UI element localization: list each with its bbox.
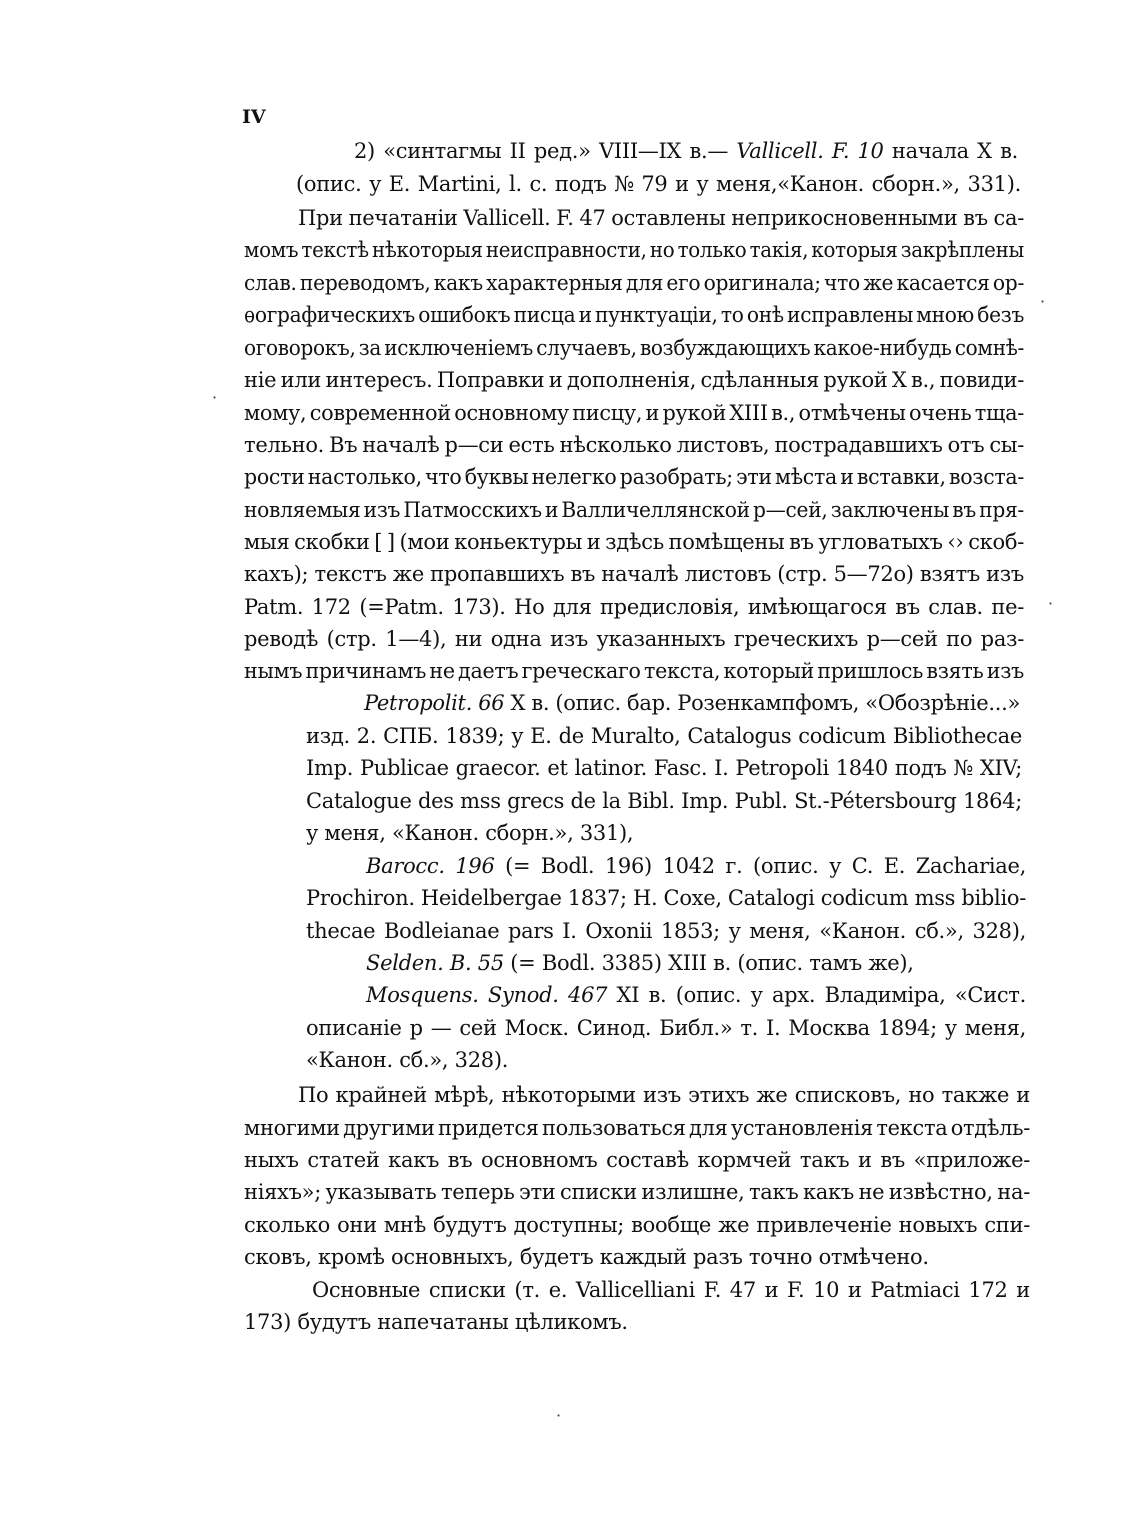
margin-mark: · [556,1406,562,1425]
text-line [244,462,1024,492]
text-line [354,136,1018,166]
text-segment: 2) «синтагмы II ред.» VIII—IX в.— [354,139,737,163]
text-segment: X в. (опис. бар. Розенкампфомъ, «Обозрѣніе...» [504,691,1020,715]
text-line [244,268,1024,298]
text-line [244,1210,1030,1240]
text-line [296,169,1021,199]
manuscript-siglum: Barocc. 196 [366,854,495,878]
text-segment: По крайней мѣрѣ, нѣкоторыми изъ этихъ же списковъ, но также и [298,1083,1030,1107]
text-segment: начала X в. [883,139,1018,163]
text-line [306,721,1022,751]
text-segment: 173) будутъ напечатаны цѣликомъ. [244,1310,628,1334]
text-segment: ніе или интересъ. Поправки и дополненія, сдѣланныя рукой X в., повиди- [244,368,1024,392]
text-line [244,527,1024,557]
text-segment: Prochiron. Heidelbergae 1837; H. Coxe, Catalogi codicum mss biblio- [306,886,1026,910]
text-line [244,1177,1030,1207]
text-line [306,1045,508,1075]
text-line [306,753,1022,783]
text-segment: thecae Bodleianae pars I. Oxonii 1853; у меня, «Канон. сб.», 328), [306,919,1026,943]
text-line [244,656,1024,686]
text-line [306,1013,1026,1043]
margin-mark: · [1040,292,1046,311]
text-line [364,688,1020,718]
margin-mark: · [212,388,218,407]
text-segment: реводѣ (стр. 1—4), ни одна изъ указанныхъ греческихъ р—сей по раз- [244,627,1024,651]
text-segment: мому, современной основному писцу, и рукой XIII в., отмѣчены очень тща- [244,401,1024,425]
text-line [244,1145,1030,1175]
manuscript-siglum: Petropolit. 66 [364,691,505,715]
manuscript-siglum: Vallicell. F. 10 [736,139,884,163]
text-line [244,398,1024,428]
text-line [366,851,1026,881]
text-segment: Patm. 172 (=Patm. 173). Но для предисловія, имѣющагося въ слав. пе- [244,595,1024,619]
text-segment: кахъ); текстъ же пропавшихъ въ началѣ листовъ (стр. 5—72о) взятъ изъ [244,562,1024,586]
text-line [244,300,1024,330]
text-segment: у меня, «Канон. сборн.», 331), [306,821,634,845]
text-line [244,495,1024,525]
text-line [366,948,914,978]
text-segment: описаніе р — сей Моск. Синод. Библ.» т. I. Москва 1894; у меня, [306,1016,1026,1040]
text-line [306,818,633,848]
text-segment: «Канон. сб.», 328). [306,1048,509,1072]
text-segment: рости настолько, что буквы нелегко разобрать; эти мѣста и вставки, возста- [244,465,1025,489]
text-segment: оговорокъ, за исключеніемъ случаевъ, возбуждающихъ какое-нибудь сомнѣ- [244,336,1025,360]
text-line [366,980,1026,1010]
text-segment: новляемыя изъ Патмосскихъ и Валличеллянской р—сей, заключены въ пря- [244,498,1024,522]
text-segment: сковъ, кромѣ основныхъ, будетъ каждый разъ точно отмѣчено. [244,1245,929,1269]
text-line [306,916,1026,946]
text-segment: (= Bodl. 196) 1042 г. (опис. у C. E. Zachariae, [494,854,1026,878]
text-line [244,430,1024,460]
text-segment: тельно. Въ началѣ р—си есть нѣсколько листовъ, пострадавшихъ отъ сы- [244,433,1024,457]
text-segment: изд. 2. СПБ. 1839; у E. de Muralto, Catalogus codicum Bibliothecae [306,724,1022,748]
text-segment: сколько они мнѣ будутъ доступны; вообще же привлеченіе новыхъ спи- [244,1213,1030,1237]
text-line [244,235,1024,265]
text-line [298,1080,1030,1110]
margin-mark: · [1048,594,1054,613]
text-segment: ныхъ статей какъ въ основномъ составѣ кормчей такъ и въ «приложе- [244,1148,1030,1172]
text-line [244,624,1024,654]
page-number: IV [242,106,266,128]
text-segment: Imp. Publicae graecor. et latinor. Fasc. I. Petropoli 1840 подъ № XIV; [306,756,1022,780]
text-line [306,883,1026,913]
text-segment: Основные списки (т. е. Vallicelliani F. 47 и F. 10 и Patmiaci 172 и [312,1278,1030,1302]
text-segment: (= Bodl. 3385) XIII в. (опис. тамъ же), [503,951,914,975]
text-line [306,786,1022,816]
text-segment: нымъ причинамъ не даетъ греческаго текста, который пришлось взять изъ [244,659,1024,683]
text-segment: XI в. (опис. у арх. Владиміра, «Сист. [607,983,1026,1007]
text-line [244,592,1024,622]
text-line [244,365,1024,395]
text-line [312,1275,1030,1305]
text-segment: момъ текстѣ нѣкоторыя неисправности, но только такія, которыя закрѣплены [244,238,1025,262]
text-segment: При печатаніи Vallicell. F. 47 оставлены неприкосновенными въ са- [298,206,1024,230]
manuscript-siglum: Selden. B. 55 [366,951,504,975]
text-segment: слав. переводомъ, какъ характерныя для его оригинала; что же касается ор- [244,271,1025,295]
text-line [244,559,1024,589]
text-line [244,1307,628,1337]
text-line [244,1113,1030,1143]
text-segment: ѳографическихъ ошибокъ писца и пунктуаціи, то онѣ исправлены мною безъ [244,303,1025,327]
text-segment: ніяхъ»; указывать теперь эти списки излишне, такъ какъ не извѣстно, на- [244,1180,1030,1204]
manuscript-siglum: Mosquens. Synod. 467 [366,983,608,1007]
text-segment: Catalogue des mss grecs de la Bibl. Imp. Publ. St.-Pétersbourg 1864; [306,789,1022,813]
text-segment: (опис. у E. Martini, l. c. подъ № 79 и у меня,«Канон. сборн.», 331). [296,172,1021,196]
text-line [244,1242,929,1272]
text-segment: многими другими придется пользоваться для установленія текста отдѣль- [244,1116,1031,1140]
text-line [298,203,1024,233]
text-segment: мыя скобки [ ] (мои коньектуры и здѣсь помѣщены въ угловатыхъ ‹› скоб- [244,530,1024,554]
text-line [244,333,1024,363]
